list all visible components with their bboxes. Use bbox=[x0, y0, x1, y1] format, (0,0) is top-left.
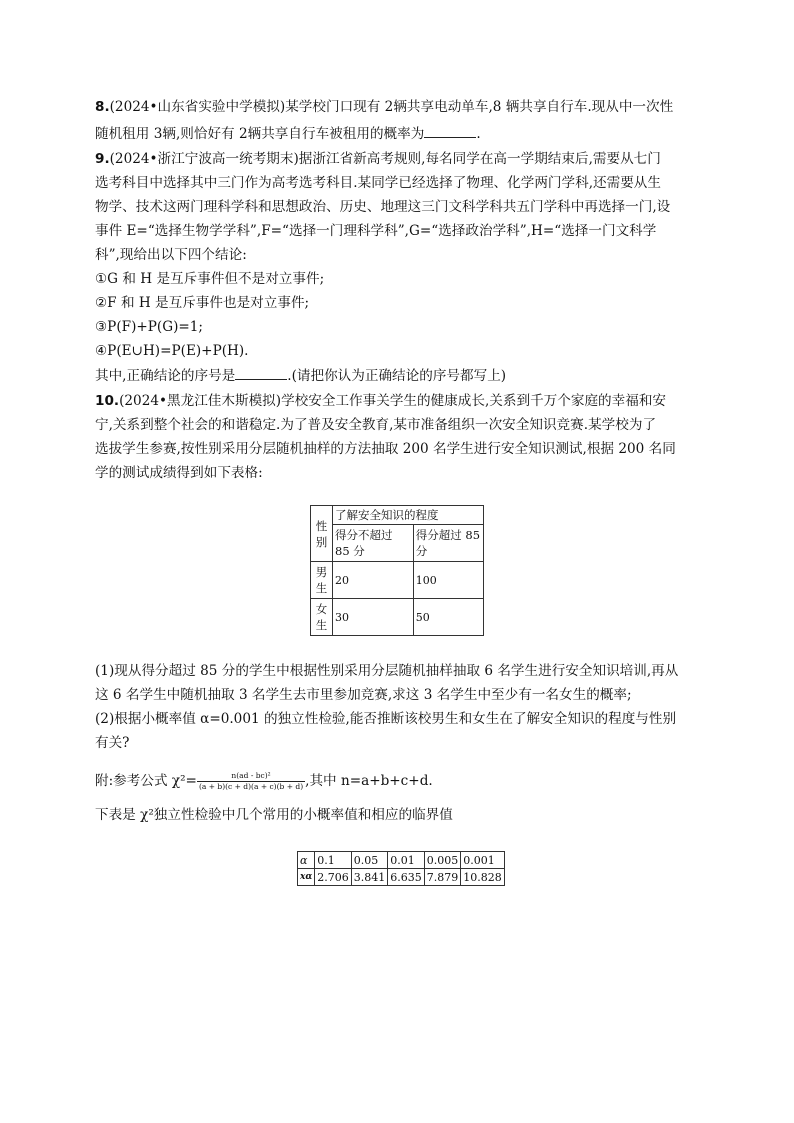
critical-value: 10.828 bbox=[461, 869, 505, 886]
q8-number: 8. bbox=[95, 99, 110, 115]
q10-line2: 宁,关系到整个社会的和谐稳定.为了普及安全教育,某市准备组织一次安全知识竞赛.某学校为了 bbox=[95, 417, 657, 433]
critical-value: 3.841 bbox=[351, 869, 388, 886]
q9-line3: 物学、技术这两门理科学科和思想政治、历史、地理这三门文科学科共五门学科中再选择一门,设 bbox=[95, 199, 671, 215]
q10-number: 10. bbox=[95, 393, 120, 409]
q9-line1 bbox=[95, 150, 661, 168]
cell-male-not-over: 20 bbox=[333, 562, 414, 599]
contingency-table bbox=[310, 505, 484, 636]
critical-value-note: 下表是 χ²独立性检验中几个常用的小概率值和相应的临界值 bbox=[95, 807, 453, 823]
q8-answer-blank[interactable] bbox=[424, 124, 476, 138]
group-header: 了解安全知识的程度 bbox=[333, 506, 484, 525]
alpha-label: α bbox=[298, 852, 315, 869]
chi-square-fraction bbox=[197, 771, 305, 792]
q8-text-1: (2024•山东省实验中学模拟)某学校门口现有 2辆共享电动单车,8 辆共享自行车.现从中一次性 bbox=[109, 99, 674, 115]
critical-value: 6.635 bbox=[388, 869, 425, 886]
cell-female-over: 50 bbox=[413, 599, 483, 636]
x-alpha-label: xα bbox=[298, 869, 315, 886]
q9-answer-pre: 其中,正确结论的序号是 bbox=[95, 368, 236, 384]
critical-value-table bbox=[297, 851, 505, 886]
q8-line2 bbox=[95, 124, 481, 143]
q10-part1-line1: (1)现从得分超过 85 分的学生中根据性别采用分层随机抽样抽取 6 名学生进行安全知识培训,再从 bbox=[95, 663, 679, 679]
col-header-over-85: 得分超过 85 分 bbox=[413, 525, 483, 562]
q9-line2: 选考科目中选择其中三门作为高考选考科目.某同学已经选择了物理、化学两门学科,还需要从生 bbox=[95, 175, 661, 191]
cell-male-over: 100 bbox=[413, 562, 483, 599]
formula-post: ,其中 n=a+b+c+d. bbox=[305, 773, 433, 789]
q9-answer-line bbox=[95, 366, 506, 385]
q10-line1 bbox=[95, 392, 666, 410]
critical-value: 2.706 bbox=[315, 869, 352, 886]
alpha-value: 0.001 bbox=[461, 852, 505, 869]
critical-value: 7.879 bbox=[424, 869, 461, 886]
q9-number: 9. bbox=[95, 151, 110, 167]
alpha-value: 0.005 bbox=[424, 852, 461, 869]
gender-header: 性别 bbox=[311, 506, 333, 562]
q9-answer-post: .(请把你认为正确结论的序号都写上) bbox=[287, 368, 507, 384]
q9-line4: 事件 E=“选择生物学学科”,F=“选择一门理科学科”,G=“选择政治学科”,H=“选择一门文科学 bbox=[95, 223, 657, 239]
q10-line4: 学的测试成绩得到如下表格: bbox=[95, 465, 263, 481]
col-header-not-over-85: 得分不超过 85 分 bbox=[333, 525, 414, 562]
row-label-male: 男生 bbox=[311, 562, 333, 599]
q9-conclusion-1: ①G 和 H 是互斥事件但不是对立事件; bbox=[95, 271, 325, 287]
q9-conclusion-4: ④P(E∪H)=P(E)+P(H). bbox=[95, 343, 249, 359]
q10-line3: 选拔学生参赛,按性别采用分层随机抽样的方法抽取 200 名学生进行安全知识测试,根据 200 名同 bbox=[95, 441, 676, 457]
q9-conclusion-2: ②F 和 H 是互斥事件也是对立事件; bbox=[95, 295, 310, 311]
q8-line1 bbox=[95, 98, 673, 116]
q9-line5: 科”,现给出以下四个结论: bbox=[95, 247, 247, 263]
q9-conclusion-3: ③P(F)+P(G)=1; bbox=[95, 319, 203, 335]
alpha-value: 0.1 bbox=[315, 852, 352, 869]
q10-part2-line2: 有关? bbox=[95, 735, 130, 751]
q8-text-2: 随机租用 3辆,则恰好有 2辆共享自行车被租用的概率为 bbox=[95, 126, 425, 142]
formula-line bbox=[95, 770, 433, 792]
q10-text-1: (2024•黑龙江佳木斯模拟)学校安全工作事关学生的健康成长,关系到千万个家庭的幸福和安 bbox=[119, 393, 667, 409]
alpha-value: 0.05 bbox=[351, 852, 388, 869]
formula-pre: 附:参考公式 χ²= bbox=[95, 773, 197, 789]
q10-part2-line1: (2)根据小概率值 α=0.001 的独立性检验,能否推断该校男生和女生在了解安全知识的程度与性别 bbox=[95, 711, 677, 727]
formula-denominator: (a + b)(c + d)(a + c)(b + d) bbox=[198, 782, 304, 791]
q9-text-1: (2024•浙江宁波高一统考期末)据浙江省新高考规则,每名同学在高一学期结束后,需要从七门 bbox=[109, 151, 661, 167]
cell-female-not-over: 30 bbox=[333, 599, 414, 636]
row-label-female: 女生 bbox=[311, 599, 333, 636]
q8-text-2-end: . bbox=[476, 126, 481, 142]
q10-part1-line2: 这 6 名学生中随机抽取 3 名学生去市里参加竞赛,求这 3 名学生中至少有一名女生的概率; bbox=[95, 687, 632, 703]
formula-numerator: n(ad - bc)² bbox=[197, 771, 305, 782]
q9-answer-blank[interactable] bbox=[235, 366, 287, 380]
alpha-value: 0.01 bbox=[388, 852, 425, 869]
